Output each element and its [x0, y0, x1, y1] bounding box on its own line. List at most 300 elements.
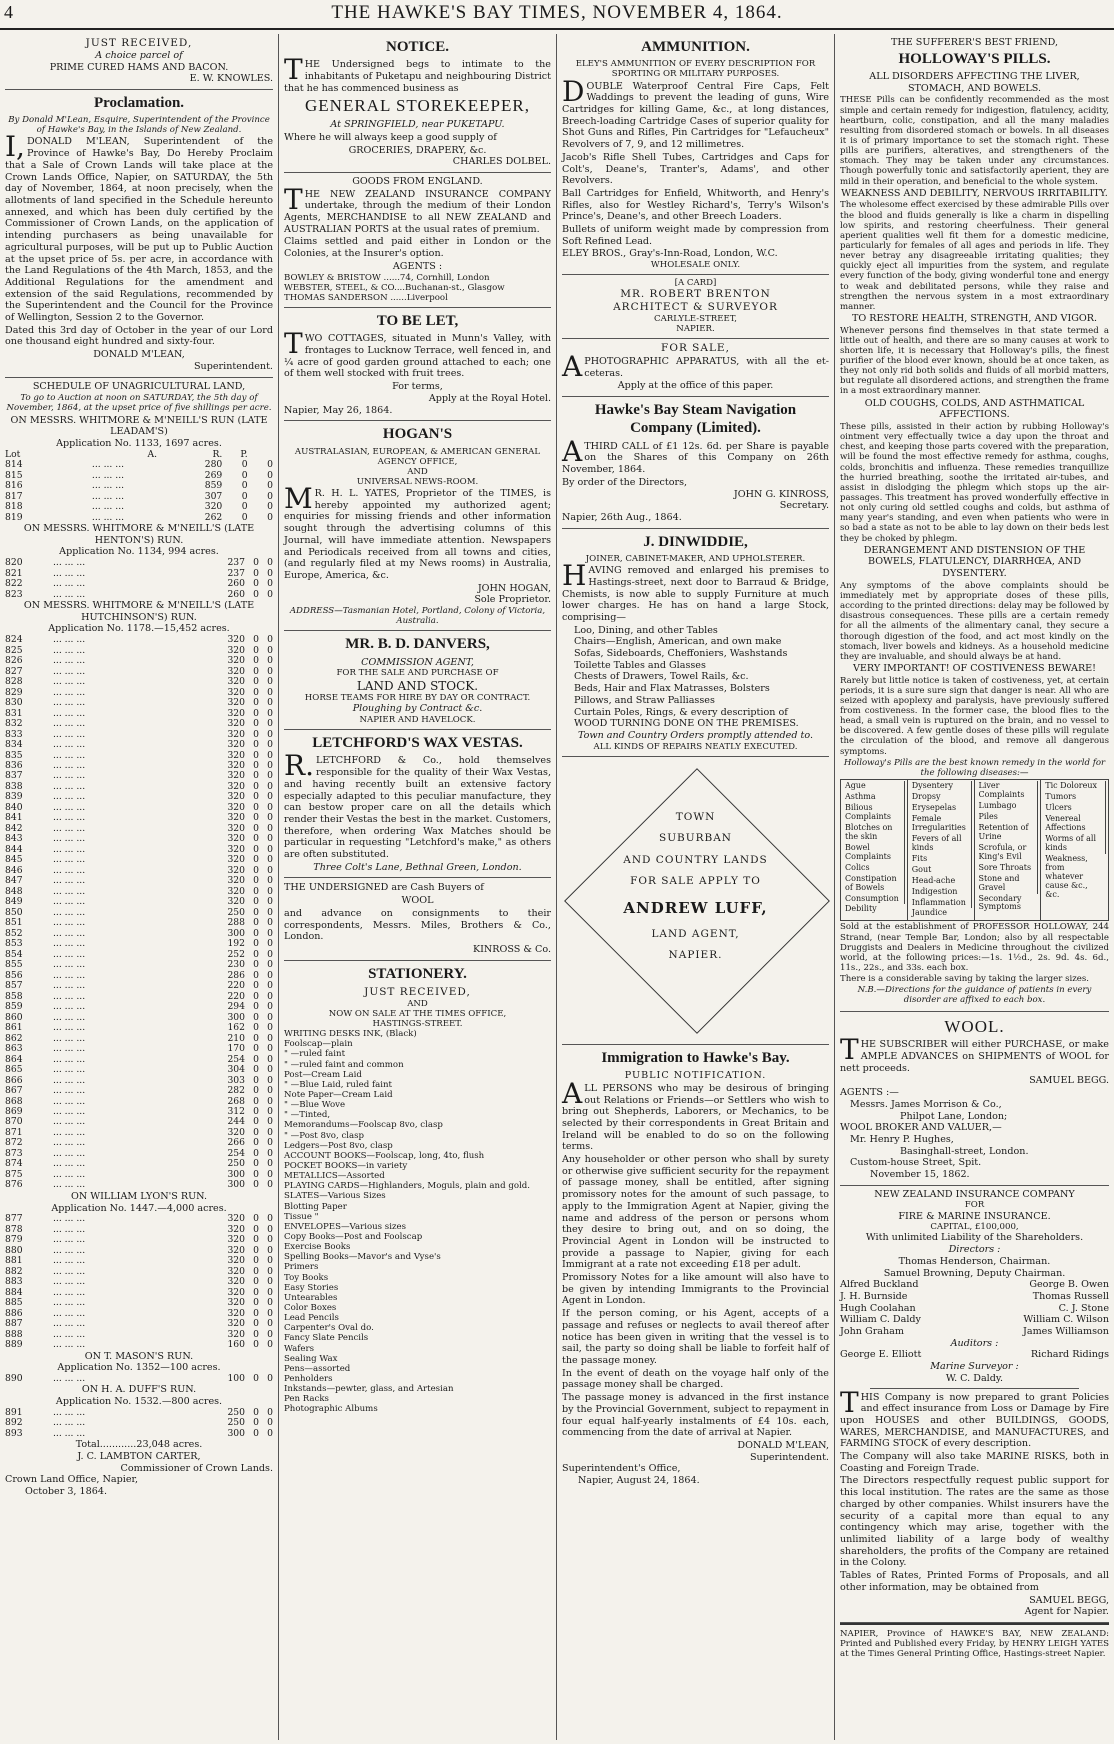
ad-body: R.LETCHFORD & Co., hold themselves responsible for the quality of their Wax Vestas, and having recently built an extensive factory especially adapted to this peculiar manufacture, they can bestow proper care on all the details which render their Vestas the best in the market. Customers, therefore, when ordering Wax Matches should be particular in requesting "Letchford's make," as others are often substituted.	[284, 749, 551, 861]
ad-heading: JUST RECEIVED,	[85, 37, 193, 49]
lot-number: 845	[5, 854, 23, 866]
lot-perches: 0	[267, 1022, 273, 1034]
ad-hogan	[284, 421, 551, 631]
lot-acres: 237	[227, 557, 245, 569]
lot-number: 814	[5, 459, 23, 471]
lot-dots: ... ... ...	[53, 665, 86, 677]
lot-number: 827	[5, 665, 23, 677]
lot-number: 854	[5, 948, 23, 960]
lot-row	[5, 460, 273, 470]
lot-perches: 0	[267, 1372, 273, 1384]
lot-perches: 0	[267, 990, 273, 1002]
lot-roods: 0	[253, 843, 259, 855]
lot-roods: 0	[241, 469, 248, 481]
lot-roods: 0	[253, 567, 259, 579]
nzic-auditors-label: Auditors :	[950, 1337, 999, 1349]
ad-place: Superintendent's Office,	[562, 1463, 681, 1475]
schedule-total: Total............23,048 acres.	[75, 1439, 203, 1451]
lot-dots: ... ... ...	[53, 1339, 86, 1351]
lot-acres: 320	[227, 1276, 245, 1288]
lot-perches: 0	[267, 780, 273, 792]
stationery-item: SLATES—Various Sizes	[284, 1191, 386, 1202]
lot-acres: 320	[227, 1265, 245, 1277]
column-3	[556, 34, 834, 1740]
lot-number: 859	[5, 1001, 23, 1013]
lot-roods: 0	[253, 557, 259, 569]
lot-perches: 0	[267, 567, 273, 579]
lot-row	[5, 1065, 273, 1075]
disease-name: Gout	[910, 865, 972, 876]
ad-subheading: PUBLIC NOTIFICATION.	[624, 1070, 767, 1082]
holloway-paragraph: Rarely but little notice is taken of costiveness, yet, at certain periods, it is a sure sure sign that danger is near. All who are seized with apoplexy and paralysis, have previously suffered from costiveness. In the former case, the blood flies to the head, a small vein is ruptured on the brain, and no vessel to be discovered. A few gentle doses of these pills will regulate the circulation of the blood, and remove all dangerous symptoms.	[840, 675, 1109, 757]
ad-heading: WOOL.	[944, 1016, 1005, 1036]
lot-number: 821	[5, 567, 23, 579]
lot-roods: 0	[253, 1137, 259, 1149]
lot-roods: 0	[253, 1064, 259, 1076]
lot-perches: 0	[267, 578, 273, 590]
disease-name: Scrofula, or King's Evil	[977, 843, 1039, 863]
lot-acres: 100	[227, 1372, 245, 1384]
ad-signature-title: Sole Proprietor.	[474, 594, 551, 606]
ad-date: Napier, May 26, 1864.	[284, 404, 393, 416]
lot-dots: ... ... ...	[53, 1307, 86, 1319]
lot-acres: 320	[227, 676, 245, 688]
lot-dots: ... ... ...	[53, 1297, 86, 1309]
lot-dots: ... ... ...	[53, 707, 86, 719]
lot-roods: 0	[253, 906, 259, 918]
ad-body: and advance on consignments to their correspondents, Messrs. Miles, Brothers & Co., London.	[284, 907, 551, 943]
lot-acres: 320	[227, 1244, 245, 1256]
lot-table	[5, 1374, 273, 1384]
lot-perches: 0	[267, 969, 273, 981]
disease-name: Liver Complaints	[977, 781, 1039, 801]
ad-signature: E. W. KNOWLES.	[189, 73, 273, 85]
lot-acres: 320	[227, 812, 245, 824]
lot-dots: ... ... ...	[53, 718, 86, 730]
lot-number: 820	[5, 557, 23, 569]
lot-number: 863	[5, 1043, 23, 1055]
lot-roods: 0	[253, 969, 259, 981]
lot-roods: 0	[253, 1265, 259, 1277]
schedule-place: Crown Land Office, Napier,	[5, 1474, 139, 1486]
holloway-paragraph: Any symptoms of the above complaints should be immediately met by appropriate doses of these pills, according to the printed directions: delay may be followed by disastrous consequences. These pills are a certain remedy for all the ailments of the alimentary canal, they secure a thorough digestion of the food, and act most kindly on the stomach, liver bowels and kidneys. As a household medicine they are invaluable, and should always be at hand.	[840, 580, 1109, 662]
stationery-item: POCKET BOOKS—in variety	[284, 1161, 408, 1172]
disease-name: Ague	[843, 781, 905, 792]
ad-stationery	[284, 961, 551, 1419]
nzic-directors	[840, 1279, 1109, 1338]
ad-heading: THE SUFFERER'S BEST FRIEND,	[890, 37, 1059, 48]
lot-dots: ... ... ...	[53, 1427, 86, 1439]
lot-row	[5, 1044, 273, 1054]
stationery-item: Easy Stories	[284, 1282, 339, 1293]
ad-heading: Hawke's Bay Steam Navigation Company (Limited).	[594, 402, 797, 437]
ad-body: DOUBLE Waterproof Central Fire Caps, Felt Waddings to prevent the leading of guns, Wire Cartridges for killing Game, &c., at long distances, Breech-loading Cartridge Cases of superior quality for Shot Guns and Rifles, Pin Cartridges for "Lefaucheux" Revolvers of 7, 9, and 12 millimetres.	[562, 74, 829, 151]
lot-number: 856	[5, 969, 23, 981]
lot-roods: 0	[253, 1276, 259, 1288]
stationery-item: Blotting Paper	[284, 1201, 347, 1212]
lot-acres: 320	[227, 801, 245, 813]
nzic-capital: CAPITAL, £100,000,	[930, 1222, 1019, 1233]
lot-dots: ... ... ...	[53, 588, 86, 600]
stationery-item: Lead Pencils	[284, 1313, 339, 1324]
stationery-item: " —Blue Wove	[284, 1100, 346, 1111]
lot-number: 853	[5, 938, 23, 950]
lot-perches: 0	[267, 959, 273, 971]
lot-perches: 0	[267, 1147, 273, 1159]
lot-perches: 0	[267, 1032, 273, 1044]
nzic-auditors	[840, 1349, 1109, 1361]
lot-roods: 0	[253, 676, 259, 688]
stationery-item: METALLICS—Assorted	[284, 1171, 385, 1182]
lot-perches: 0	[267, 1116, 273, 1128]
ad-body: The Directors respectfully request public support for this local institution. The rates are the same as those charged by other companies. Whilst insurers have the security of a capital more than equal to any contingency which may arise, together with the unlimited liability of a large body of wealthy shareholders, the profits of the Company are retained in the Colony.	[840, 1475, 1109, 1569]
schedule-group-title: ON MESSRS. WHITMORE & M'NEILL'S (LATE HUTCHINSON'S) RUN.	[23, 600, 255, 623]
ad-street: CARLYLE-STREET,	[654, 314, 737, 324]
lot-number: 842	[5, 822, 23, 834]
lot-dots: ... ... ...	[53, 780, 86, 792]
lot-roods: 0	[253, 1223, 259, 1235]
lot-roods: 0	[253, 1179, 259, 1191]
lot-acres: 230	[227, 959, 245, 971]
lot-dots: ... ... ...	[53, 875, 86, 887]
disease-column	[841, 780, 908, 920]
lot-header-cell: Lot	[5, 448, 21, 460]
lot-perches: 0	[267, 1074, 273, 1086]
lot-perches: 0	[267, 770, 273, 782]
lot-roods: 0	[253, 1147, 259, 1159]
stationery-item: " —ruled faint and common	[284, 1059, 404, 1070]
lot-number: 864	[5, 1053, 23, 1065]
ad-body: THE NEW ZEALAND INSURANCE COMPANY undertake, through the medium of their London Agents, MERCHANDISE to all NEW ZEALAND and AUSTRALIAN PORTS at the usual rates of premium.	[284, 182, 551, 235]
lot-acres: 320	[227, 833, 245, 845]
lot-roods: 0	[241, 511, 248, 523]
lot-acres: 320	[227, 1286, 245, 1298]
ad-line: WOOL	[401, 895, 434, 907]
lot-number: 838	[5, 780, 23, 792]
lot-acres: 307	[204, 490, 223, 502]
lot-perches: 0	[267, 1095, 273, 1107]
lot-perches: 0	[267, 1255, 273, 1267]
lot-acres: 300	[227, 1427, 245, 1439]
ad-subheading: UNIVERSAL NEWS-ROOM.	[356, 476, 479, 487]
lot-perches: 0	[267, 1168, 273, 1180]
stationery-item: Wafers	[284, 1343, 314, 1354]
lot-acres: 192	[227, 938, 245, 950]
lot-perches: 0	[267, 655, 273, 667]
lot-perches: 0	[267, 1339, 273, 1351]
lot-roods: 0	[253, 1011, 259, 1023]
ad-ammunition	[562, 34, 829, 275]
lot-number: 834	[5, 739, 23, 751]
lot-number: 883	[5, 1276, 23, 1288]
lot-acres: 320	[227, 1234, 245, 1246]
holloway-paragraph: Whenever persons find themselves in that state termed a little out of health, and there are so many causes at work to shorten life, it is necessary that Holloway's pills, the finest purifier of the blood ever known, should be at once taken, as they not only rid both solids and fluids of all morbid matters, but regulate all disordered actions, and strengthen the frame in a most extraordinary manner.	[840, 325, 1109, 397]
lot-number: 873	[5, 1147, 23, 1159]
lot-acres: 300	[227, 1179, 245, 1191]
ad-subheading: FIRE & MARINE INSURANCE.	[898, 1210, 1051, 1222]
lot-roods: 0	[253, 780, 259, 792]
lot-roods: 0	[253, 959, 259, 971]
lot-perches: 0	[267, 749, 273, 761]
lot-roods: 0	[253, 822, 259, 834]
agent-line: BOWLEY & BRISTOW ......74, Cornhill, London	[284, 272, 490, 283]
lot-acres: 320	[227, 854, 245, 866]
ad-for: FOR	[964, 1200, 985, 1211]
lot-dots: ... ... ...	[53, 1011, 86, 1023]
schedule-application: Application No. 1532.—800 acres.	[55, 1396, 223, 1408]
lot-row	[5, 471, 273, 481]
lot-acres: 320	[227, 707, 245, 719]
lot-perches: 0	[267, 1307, 273, 1319]
lot-roods: 0	[241, 501, 248, 513]
ad-body: TWO COTTAGES, situated in Munn's Valley, with frontages to Lucknow Terrace, well fenced in, and ¼ acre of good garden ground attached to each; one of them well stocked with fruit trees.	[284, 327, 551, 380]
lot-number: 867	[5, 1085, 23, 1097]
lot-dots: ... ... ...	[53, 1126, 86, 1138]
stationery-item: WRITING DESKS INK, (Black)	[284, 1029, 417, 1040]
ad-holloway	[840, 34, 1109, 1012]
disease-name: Head-ache	[910, 876, 972, 887]
lot-perches: 0	[267, 1126, 273, 1138]
lot-dots: ... ... ...	[53, 578, 86, 590]
ad-signature: DONALD M'LEAN,	[737, 1439, 829, 1451]
disease-name: Secondary Symptoms	[978, 893, 1022, 912]
lot-roods: 0	[253, 1001, 259, 1013]
lot-number: 843	[5, 833, 23, 845]
ad-line: PRIME CURED HAMS AND BACON.	[49, 61, 229, 73]
holloway-paragraph: THESE Pills can be confidently recommended as the most simple and certain remedy for indigestion, flatulency, acidity, heartburn, colic, constipation, and all the many maladies resulting from disordered stomach or bowels. In all diseases it is of primary importance to set the stomach right. These pills are purifiers, alteratives, and strengtheners of the stomach. They may be taken under any circumstances. Though powerfully tonic and satisfactorily aperient, they are mild in their operation, and beneficial to the whole system.	[840, 95, 1109, 187]
schedule-group-title: ON WILLIAM LYON'S RUN.	[70, 1190, 208, 1202]
nzic-directors-label: Directors :	[948, 1244, 1001, 1256]
lot-number: 819	[5, 511, 23, 523]
director-name: Thomas Russell	[1032, 1290, 1109, 1302]
lot-roods: 0	[253, 1085, 259, 1097]
lot-perches: 0	[267, 1417, 273, 1429]
lot-number: 833	[5, 728, 23, 740]
lot-number: 884	[5, 1286, 23, 1298]
schedule-subheading: To go to Auction at noon on SATURDAY, the 5th day of November, 1864, at the upset price of five shillings per acre.	[6, 393, 272, 414]
stationery-item: Color Boxes	[284, 1303, 337, 1313]
ad-line: HASTINGS-STREET.	[372, 1019, 463, 1030]
lot-number: 836	[5, 760, 23, 771]
lot-number: 860	[5, 1011, 23, 1023]
furniture-item: Beds, Hair and Flax Matrasses, Bolsters	[574, 683, 770, 695]
disease-name: Stone and Gravel	[977, 874, 1039, 894]
disease-name: Blotches on the skin	[843, 823, 905, 843]
lot-acres: 300	[227, 1168, 245, 1180]
ad-subheading: JUST RECEIVED,	[364, 985, 471, 998]
lot-number: 830	[5, 697, 23, 709]
lot-number: 874	[5, 1158, 23, 1170]
disease-name: Worms of all kinds	[1043, 834, 1106, 854]
lot-roods: 0	[241, 459, 248, 471]
lot-number: 828	[5, 676, 23, 688]
holloway-sold: Sold at the establishment of PROFESSOR HOLLOWAY, 244 Strand, (near Temple Bar, London; also by all respectable Druggists and Dealers in Medicine throughout the civilized world, at the following prices:—1s. 1½d., 2s. 9d. 4s. 6d., 11s., 22s., and 33s. each box.	[840, 922, 1109, 973]
lot-number: 822	[5, 578, 23, 590]
disease-name: Bowel Complaints	[843, 843, 905, 863]
lot-perches: 0	[267, 557, 273, 569]
lot-roods: 0	[253, 1213, 259, 1225]
ad-heading: LETCHFORD'S WAX VESTAS.	[312, 735, 523, 752]
lot-number: 855	[5, 959, 23, 971]
lot-perches: 0	[267, 948, 273, 960]
ad-body: THE SUBSCRIBER will either PURCHASE, or make AMPLE ADVANCES on SHIPMENTS of WOOL for nett proceeds.	[840, 1033, 1109, 1074]
ad-goods: GROCERIES, DRAPERY, &c.	[348, 144, 487, 156]
ad-line: NOW ON SALE AT THE TIMES OFFICE,	[328, 1008, 507, 1019]
lot-number: 893	[5, 1427, 23, 1439]
lot-header-cell: R.	[212, 448, 223, 460]
director-row	[840, 1326, 1109, 1338]
proclamation-dated: Dated this 3rd day of October in the year of our Lord one thousand eight hundred and sixty-four.	[5, 324, 273, 348]
lot-acres: 320	[227, 718, 245, 730]
lot-acres: 320	[227, 791, 245, 803]
lot-perches: 0	[267, 875, 273, 887]
disease-name: Colics	[843, 863, 905, 874]
lot-acres: 160	[227, 1339, 245, 1351]
holloway-paragraph: These pills, assisted in their action by rubbing Holloway's ointment very effectually twice a day upon the throat and chest, and keeping those parts covered with the preparation, will be found the most effective remedy for asthma, coughs, colds, bronchitis and influenza. These remedies tranquillize the hurried breathing, soothe the irritated air-tubes, and assist in dislodging the phlegm which stops up the air-passages. This treatment has proved wonderfully effective in not only curing old settled coughs and colds, but asthma of many year's standing, and even when patients who were in so bad a state as not to be able to lay down on their beds lest they be choked by phlegm.	[840, 422, 1109, 544]
lot-dots: ... ... ...	[53, 1213, 86, 1225]
ad-address: Three Colt's Lane, Bethnal Green, London.	[313, 861, 522, 873]
lot-acres: 320	[227, 1255, 245, 1267]
lot-dots: ... ... ...	[53, 896, 86, 908]
lot-roods: 0	[253, 864, 259, 876]
lot-perches: 0	[267, 1276, 273, 1288]
disease-name: Lumbago	[977, 801, 1039, 812]
disease-name: Weakness, from whatever cause &c., &c.	[1045, 853, 1088, 899]
luff-line: LAND AGENT,	[651, 927, 740, 940]
lot-number: 835	[5, 749, 23, 761]
lot-acres: 250	[227, 1158, 245, 1170]
lot-acres: 320	[227, 760, 245, 771]
lot-perches: 0	[267, 511, 273, 523]
lot-number: 890	[5, 1372, 23, 1384]
schedule-group-title: ON T. MASON'S RUN.	[84, 1350, 194, 1362]
nzic-deputy: Samuel Browning, Deputy Chairman.	[883, 1267, 1066, 1279]
lot-number: 872	[5, 1137, 23, 1149]
lot-acres: 286	[227, 969, 245, 981]
imprint-text: NAPIER, Province of HAWKE'S BAY, NEW ZEALAND: Printed and Published every Friday, by HENRY LEIGH YATES at the Times General Printing Office, Hastings-street Napier.	[840, 1628, 1109, 1660]
lot-perches: 0	[267, 896, 273, 908]
ad-heading: FOR SALE,	[661, 342, 730, 355]
broker-line: Basinghall-street, London.	[900, 1145, 1029, 1157]
holloway-section-heading: VERY IMPORTANT! OF COSTIVENESS BEWARE!	[852, 662, 1097, 674]
lot-row	[5, 1086, 273, 1096]
lot-table	[5, 450, 273, 523]
stationery-item: Foolscap—plain	[284, 1039, 353, 1050]
lot-dots: ... ... ...	[53, 739, 86, 751]
disease-name: Tic Doloreux	[1043, 781, 1106, 792]
furniture-item: Sofas, Sideboards, Cheffoniers, Washstands	[574, 648, 788, 660]
column-1	[0, 34, 278, 1740]
disease-name: Asthma	[843, 792, 905, 803]
lot-number: 861	[5, 1022, 23, 1034]
proclamation-body: I,DONALD M'LEAN, Superintendent of the Province of Hawke's Bay, Do Hereby Proclaim that a Sale of Crown Lands will take place at the Crown Lands Office, Napier, on SATURDAY, the 5th day of November, 1864, at noon precisely, when the allotments of land specified in the Schedule hereunto annexed, and which has been duly certified by the Commissioner of Crown Lands, on the application of intending purchasers as being unavailable for agricultural purposes, will be put up to Public Auction at the upset price of 5s. per acre, in accordance with the Land Regulations of the 4th March, 1853, and the Additional Regulations for the amendment and extension of the said Regulations, recommended by the Superintendent and the Council for the Province of Wellington, Session 2 to the Governor.	[5, 130, 273, 324]
lot-number: 847	[5, 875, 23, 887]
nzic-surveyor: W. C. Daldy.	[945, 1372, 1004, 1384]
ad-danvers	[284, 631, 551, 730]
lot-number: 849	[5, 896, 23, 908]
lot-dots: ... ... ...	[53, 980, 86, 992]
stationery-item: Ledgers—Post 8vo, clasp	[284, 1140, 393, 1151]
holloway-section-heading: WEAKNESS AND DEBILITY, NERVOUS IRRITABILITY.	[841, 187, 1108, 199]
lot-acres: 320	[227, 1223, 245, 1235]
lot-dots: ... ... ...	[53, 864, 86, 876]
lot-acres: 210	[227, 1032, 245, 1044]
ad-body: Bullets of uniform weight made by compression from Soft Refined Lead.	[562, 224, 829, 247]
lot-number: 887	[5, 1318, 23, 1330]
ad-line: ALL KINDS OF REPAIRS NEATLY EXECUTED.	[593, 741, 798, 752]
newspaper-title: THE HAWKE'S BAY TIMES, NOVEMBER 4, 1864.	[331, 2, 783, 23]
schedule-application: Application No. 1134, 994 acres.	[59, 546, 219, 558]
ad-line: WHOLESALE ONLY.	[650, 260, 741, 271]
holloway-section-heading: OLD COUGHS, COLDS, AND ASTHMATICAL AFFECTIONS.	[864, 397, 1085, 421]
lot-number: 852	[5, 927, 23, 939]
ad-body: MR. H. L. YATES, Proprietor of the TIMES, is hereby appointed my authorized agent; enquiries for missing friends and other information sought through the advertising columns of this Journal, will have immediate attention. Newspapers and Periodicals received from all towns and cities, (and regularly filed at my News rooms) in Australia, Europe, America, &c.	[284, 482, 551, 581]
lot-acres: 320	[204, 501, 223, 513]
ad-place: NAPIER.	[676, 324, 715, 335]
lot-dots: ... ... ...	[53, 1158, 86, 1170]
ad-heading: NEW ZEALAND INSURANCE COMPANY	[874, 1188, 1075, 1200]
lot-row	[5, 1429, 273, 1439]
lot-dots: ... ... ...	[53, 1043, 86, 1055]
lot-dots: ... ... ...	[53, 728, 86, 740]
lot-roods: 0	[253, 739, 259, 751]
lot-table	[5, 635, 273, 1191]
lot-perches: 0	[267, 917, 273, 929]
ad-title: ARCHITECT & SURVEYOR	[613, 301, 778, 314]
lot-dots: ... ... ...	[91, 511, 125, 523]
lot-roods: 0	[253, 1406, 259, 1418]
ad-to-be-let	[284, 308, 551, 421]
lot-perches: 0	[267, 718, 273, 730]
lot-perches: 0	[267, 885, 273, 897]
lot-acres: 252	[227, 948, 245, 960]
nzic-auditor: Richard Ridings	[1030, 1349, 1109, 1361]
stationery-item: Memorandums—Foolscap 8vo, clasp	[284, 1120, 443, 1131]
lot-perches: 0	[267, 490, 273, 502]
ad-body: ALL PERSONS who may be desirous of bringing out Relations or Friends—or Settlers who wish to bring out Shepherds, Laborers, or Mechanics, to be selected by their correspondents in Great Britain and Ireland will be enabled to do so on the following terms.	[562, 1076, 829, 1153]
lot-acres: 260	[227, 588, 245, 600]
lot-row	[5, 1374, 273, 1384]
stationery-item: Post—Cream Laid	[284, 1069, 362, 1080]
lot-perches: 0	[267, 1043, 273, 1055]
director-name: J. H. Burnside	[840, 1290, 908, 1302]
lot-dots: ... ... ...	[53, 567, 86, 579]
lot-header-row	[5, 450, 273, 460]
lot-roods: 0	[253, 980, 259, 992]
disease-table	[840, 779, 1109, 921]
lot-number: 825	[5, 644, 23, 656]
lot-number: 848	[5, 885, 23, 897]
schedule-heading: SCHEDULE OF UNAGRICULTURAL LAND,	[32, 380, 246, 392]
ad-address: ADDRESS—Tasmanian Hotel, Portland, Colony of Victoria, Australia.	[289, 606, 546, 627]
lot-acres: 320	[227, 875, 245, 887]
lot-number: 829	[5, 686, 23, 698]
lot-perches: 0	[267, 1427, 273, 1439]
lot-roods: 0	[253, 1053, 259, 1065]
ad-line: HORSE TEAMS FOR HIRE BY DAY OR CONTRACT.	[304, 693, 531, 704]
lot-roods: 0	[253, 644, 259, 656]
lot-acres: 320	[227, 739, 245, 751]
lot-perches: 0	[267, 644, 273, 656]
stationery-item: Exercise Books	[284, 1242, 351, 1253]
lot-perches: 0	[267, 1064, 273, 1076]
lot-acres: 320	[227, 1328, 245, 1340]
holloway-section-heading: DERANGEMENT AND DISTENSION OF THE BOWELS, FLATULENCY, DIARRHŒA, AND DYSENTERY.	[863, 544, 1086, 580]
stationery-item: PLAYING CARDS—Highlanders, Moguls, plain and gold.	[284, 1181, 530, 1192]
ad-dinwiddie	[562, 529, 829, 757]
ad-body: THE Undersigned begs to intimate to the inhabitants of Puketapu and neighbouring District that he has commenced business as	[284, 53, 551, 94]
ad-signature: SAMUEL BEGG.	[1029, 1075, 1109, 1087]
